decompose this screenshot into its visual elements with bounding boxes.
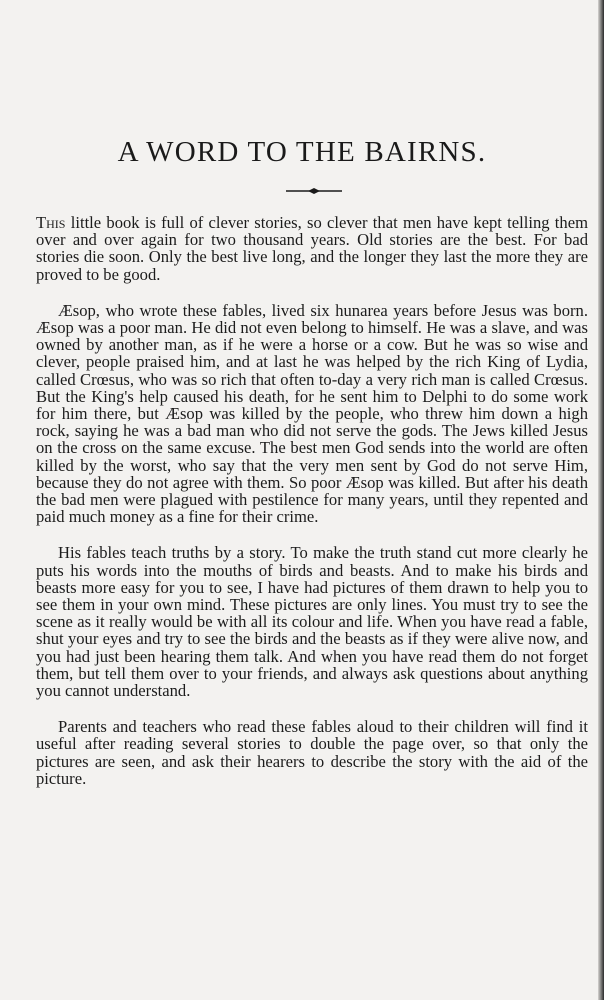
paragraph-text: little book is full of clever stories, so clever that men have kept telling them over and over again for two thousand years. Old stories are the best. For bad stories die soon. Only the best live long, and the longer they last the more they are proved to be good. [36, 213, 588, 284]
body-text [36, 214, 588, 806]
divider-ornament [284, 186, 344, 196]
paragraph-intro [36, 214, 588, 283]
paragraph-aesop: Æsop, who wrote these fables, lived six hunarea years before Jesus was born. Æsop was a poor man. He did not even belong to himself. He was a slave, and was owned by another man, as if he were a horse or a cow. But he was so wise and clever, people praised him, and at last he was helped by the rich King of Lydia, called Crœsus, who was so rich that often to-day a very rich man is called Crœsus. But the King's help caused his death, for he sent him to Delphi to do some work for him there, but Æsop was killed by the people, who threw him down a high rock, saying he was a bad man who did not serve the gods. The Jews killed Jesus on the cross on the same excuse. The best men God sends into the world are often killed by the worst, who say that the very men sent by God do not serve Him, because they do not agree with them. So poor Æsop was killed. But after his death the bad men were plagued with pestilence for many years, until they repented and paid much money as a fine for their crime. [36, 300, 588, 527]
paragraph-parents: Parents and teachers who read these fables aloud to their children will find it useful after reading several stories to double the page over, so that only the pictures are seen, and ask their hearers to describe the story with the aid of the picture. [36, 717, 588, 788]
paragraph-fables: His fables teach truths by a story. To make the truth stand cut more clearly he puts his words into the mouths of birds and beasts. And to make his birds and beasts more easy for you to see, I have had pictures of them drawn to help you to see them in your own mind. These pictures are only lines. You must try to see the scene as it really would be with all its colour and life. When you have read a fable, shut your eyes and try to see the birds and the beasts as if they were alive now, and you had just been hearing them talk. And when you have read them do not forget them, but tell them over to your friends, and always ask questions about anything you cannot understand. [36, 543, 588, 701]
page-title: A WORD TO THE BAIRNS. [117, 136, 487, 168]
paragraph-lead-word: This [36, 213, 66, 232]
